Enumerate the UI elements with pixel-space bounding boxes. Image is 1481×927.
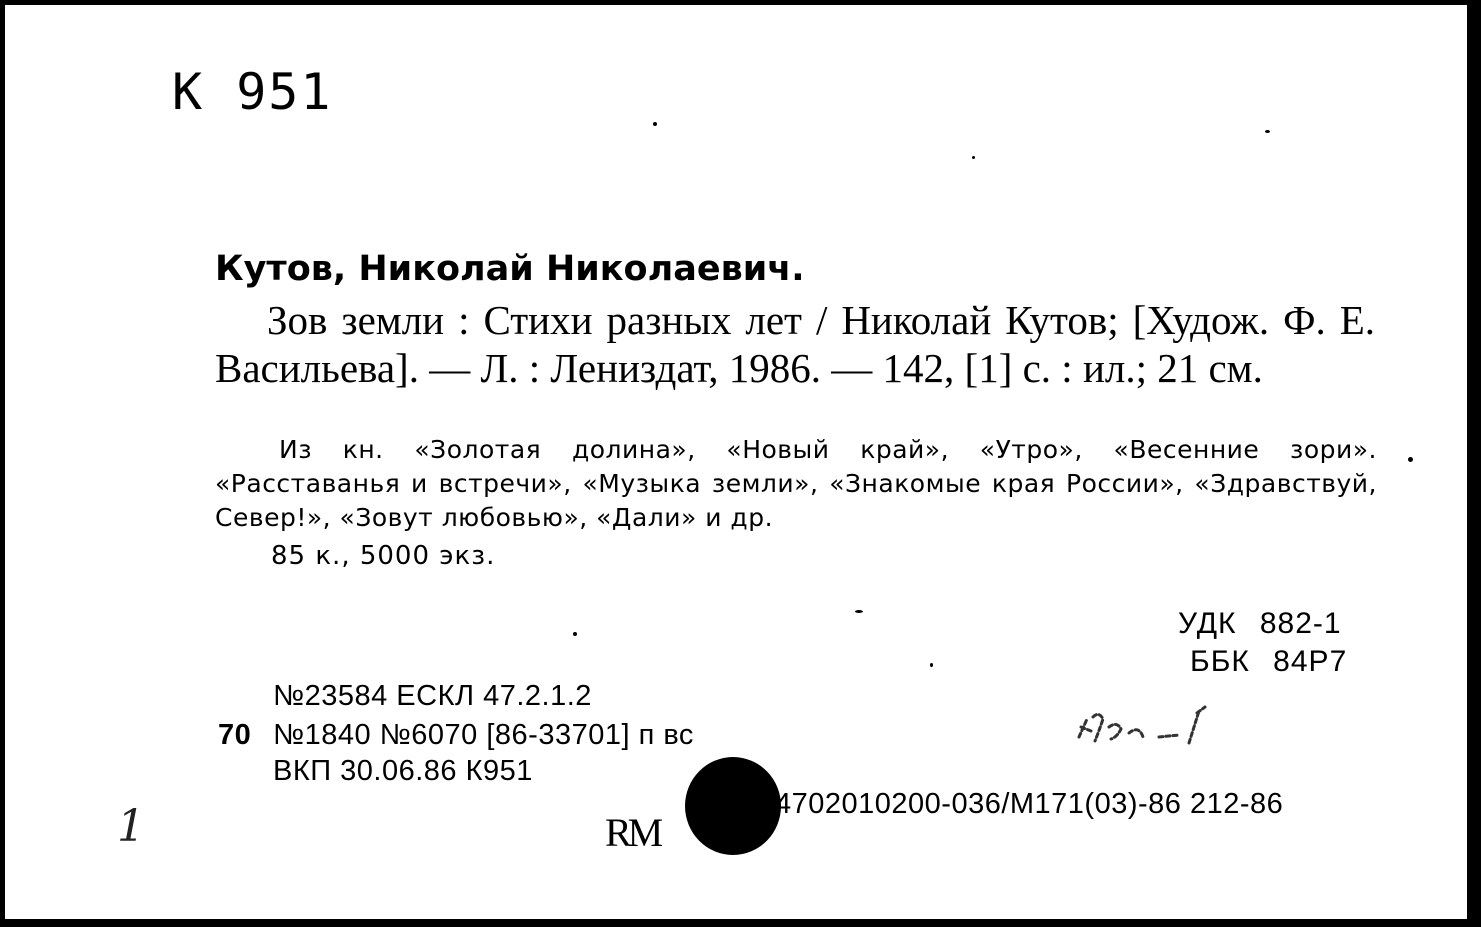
author-heading: Кутов, Николай Николаевич. — [215, 249, 805, 289]
punch-hole-stamp — [685, 757, 781, 855]
speck — [930, 663, 933, 667]
bibliographic-description: Зов земли : Стихи разных лет / Николай Кутов; [Худож. Ф. Е. Васильева]. — Л. : Лениздат, 1986. — 142, [1] с. : ил.; 21 см. — [215, 297, 1375, 391]
registration-line-number: 70 — [218, 719, 252, 751]
registration-line-1: №23584 ЕСКЛ 47.2.1.2 — [273, 680, 592, 712]
registration-line-3: ВКП 30.06.86 К951 — [273, 755, 533, 787]
call-number: К 951 — [172, 63, 333, 121]
registration-line-2 — [218, 721, 694, 750]
isbn-code: 4702010200-036/М171(03)-86 212-86 — [775, 788, 1284, 820]
speck — [573, 632, 577, 636]
handwritten-number: 1 — [117, 801, 145, 852]
speck — [1408, 457, 1413, 462]
contents-note: Из кн. «Золотая долина», «Новый край», «Утро», «Весенние зори». «Расставанья и встречи», «Музыка земли», «Знакомые края России», «Здравствуй, Север!», «Зовут любовью», «Дали» и др. — [215, 435, 1377, 532]
bbk-index: ББК 84Р7 — [1190, 645, 1348, 678]
speck — [972, 156, 975, 159]
speck — [855, 610, 863, 613]
price-print-run: 85 к., 5000 экз. — [271, 541, 496, 571]
udk-index: УДК 882-1 — [1178, 607, 1342, 640]
registration-line-2-text: №1840 №6070 [86-33701] п вс — [273, 719, 694, 751]
rm-mark: RM — [605, 810, 660, 855]
handwritten-scribble — [1069, 697, 1239, 757]
speck — [653, 122, 657, 126]
speck — [1265, 130, 1270, 133]
catalog-card — [3, 3, 1469, 921]
